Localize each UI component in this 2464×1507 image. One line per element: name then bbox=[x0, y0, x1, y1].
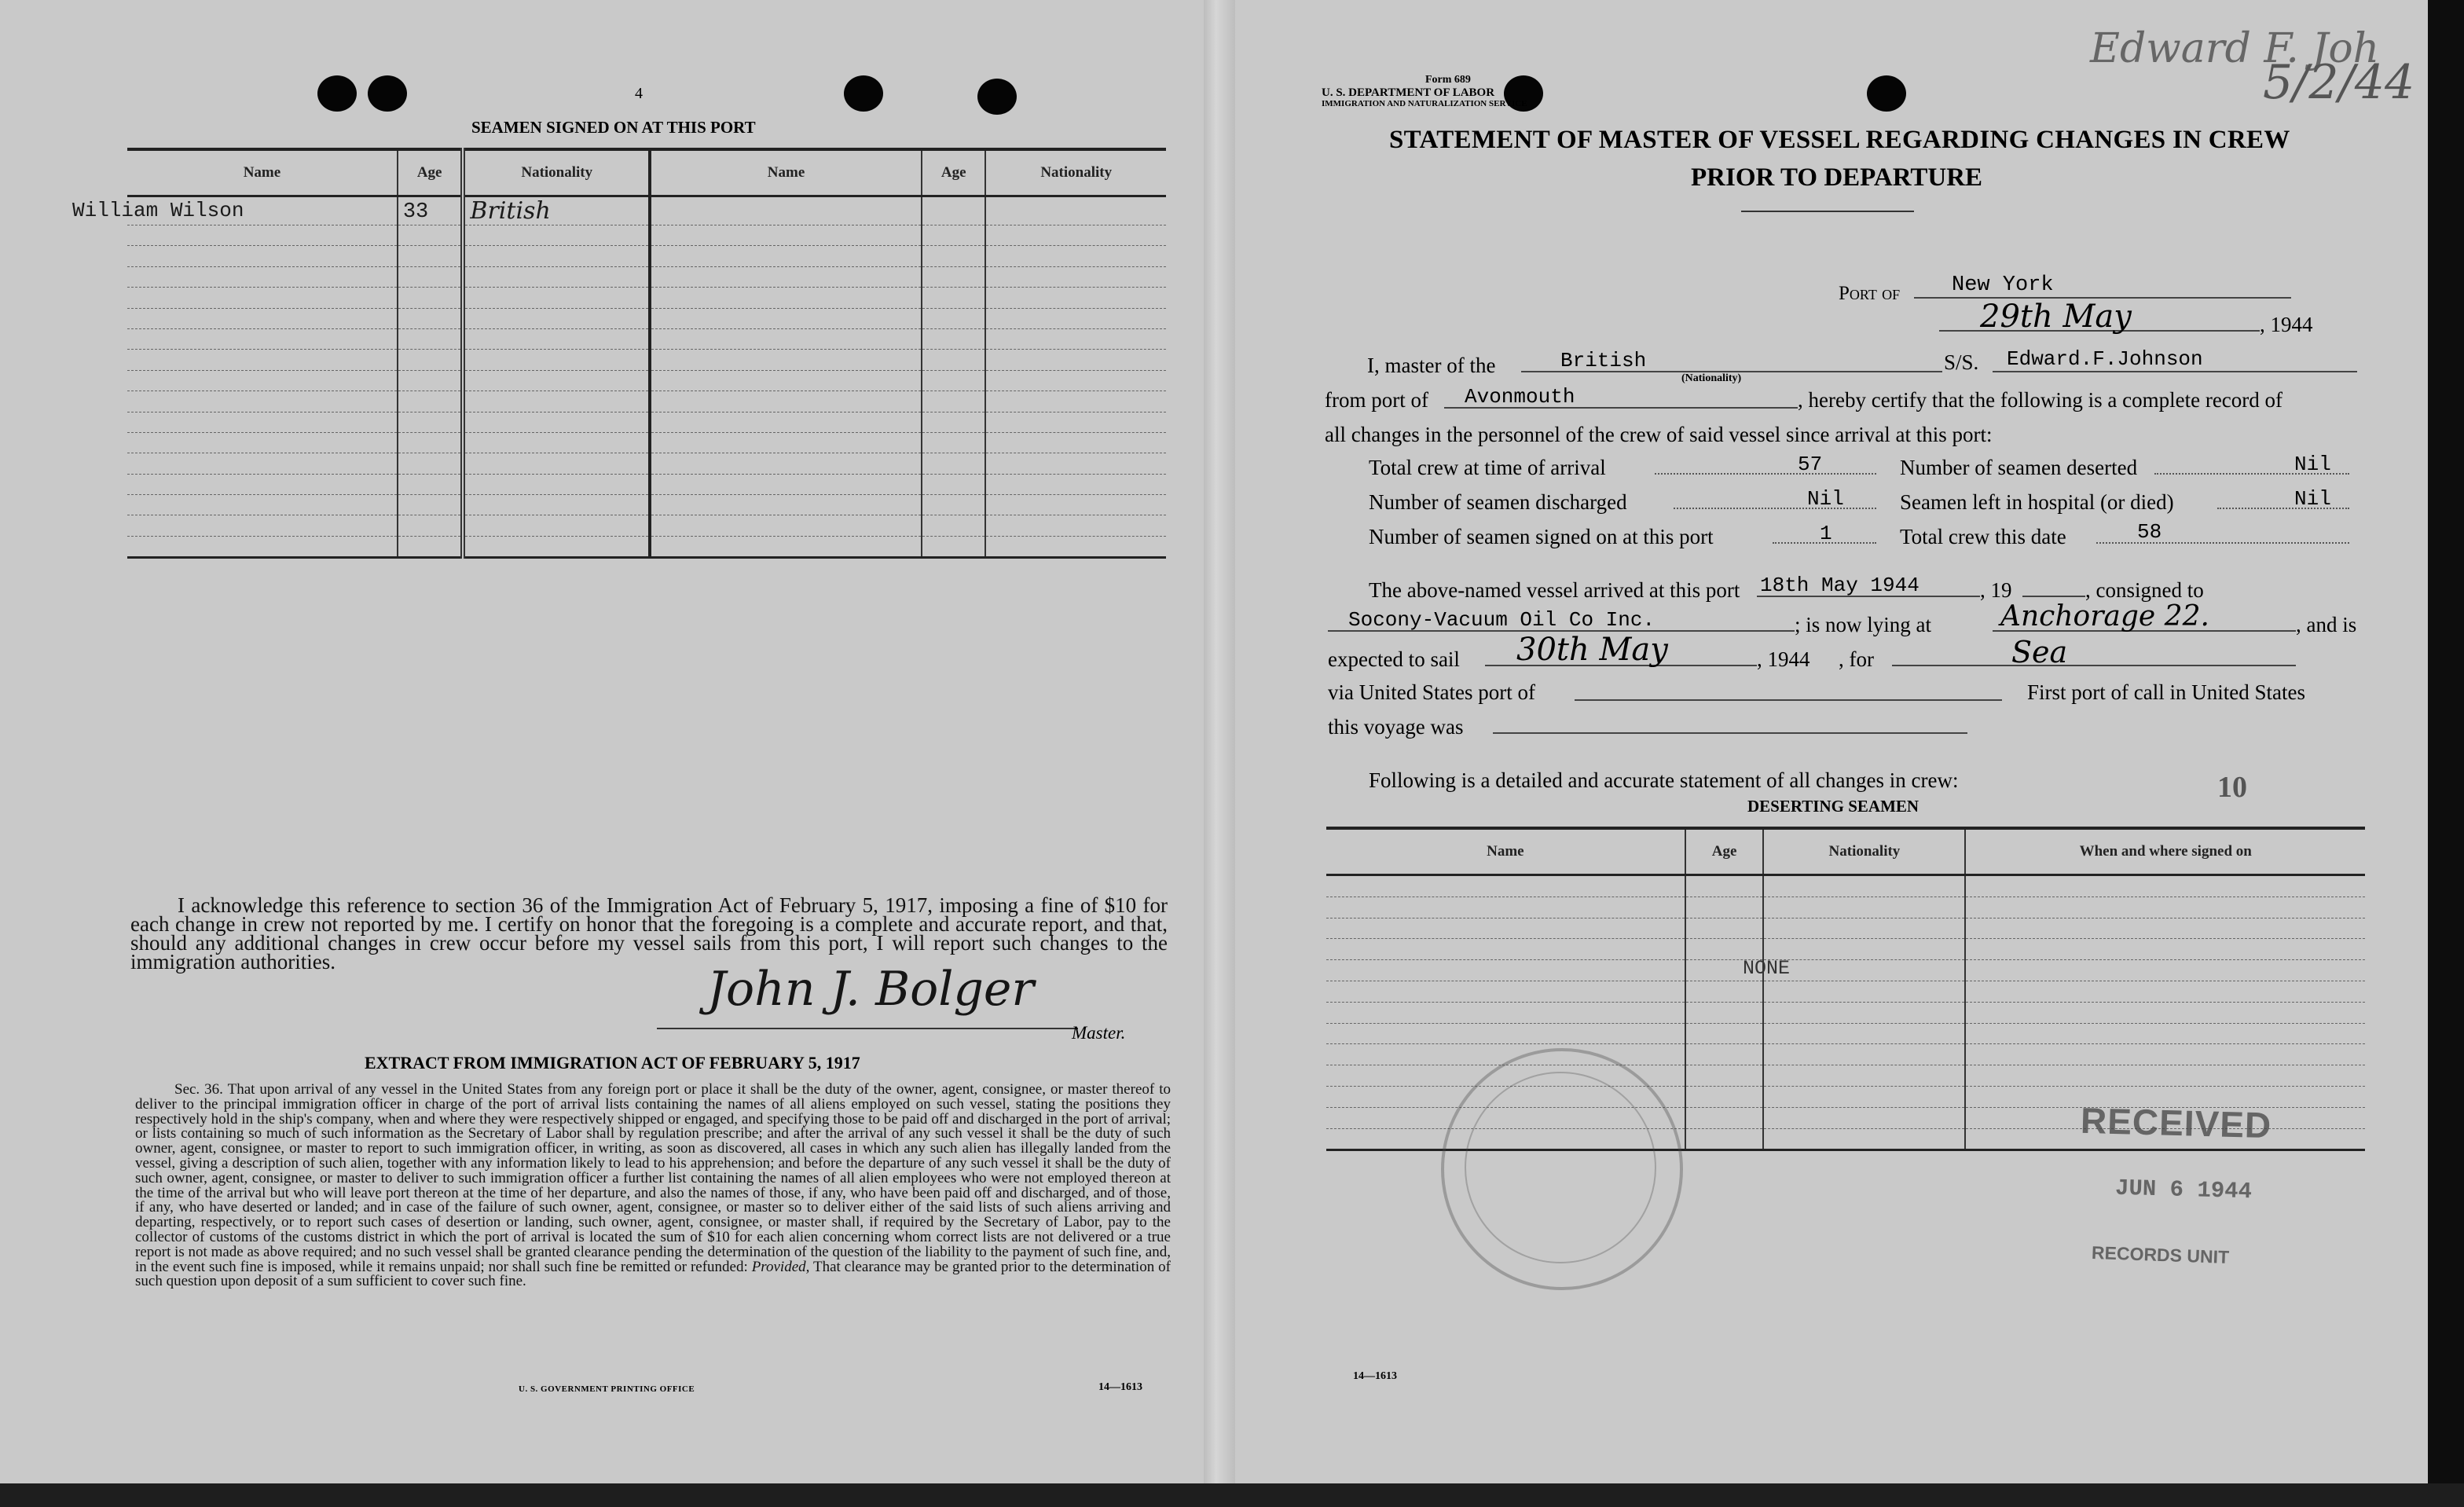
table-row bbox=[127, 412, 1166, 432]
punch-hole bbox=[977, 79, 1017, 115]
from-port-value: Avonmouth bbox=[1465, 385, 1575, 409]
table-row bbox=[127, 266, 1166, 287]
service: IMMIGRATION AND NATURALIZATION SERVICE bbox=[1322, 99, 1527, 108]
stat-value-arrival: 57 bbox=[1798, 453, 1823, 476]
table-row bbox=[127, 308, 1166, 328]
table-row bbox=[1326, 1044, 2365, 1065]
table-row bbox=[1326, 981, 2365, 1002]
punch-hole bbox=[1867, 75, 1906, 112]
table-row bbox=[127, 226, 1166, 246]
port-value: New York bbox=[1952, 273, 2054, 297]
stat-value-signed-on: 1 bbox=[1820, 522, 1832, 545]
table-row bbox=[1326, 918, 2365, 939]
first-port-label: First port of call in United States bbox=[2027, 680, 2305, 704]
dot-leader bbox=[2096, 542, 2349, 544]
faded-seal bbox=[1441, 1048, 1683, 1290]
seamen-signed-on-table bbox=[72, 148, 1166, 559]
none-text: NONE bbox=[1743, 957, 1791, 980]
scan-edge-bottom bbox=[0, 1483, 2464, 1507]
lying-label: ; is now lying at bbox=[1795, 613, 1931, 636]
printing-office: U. S. GOVERNMENT PRINTING OFFICE bbox=[519, 1384, 695, 1394]
left-table-body bbox=[72, 196, 1166, 558]
sail-year: , 1944 bbox=[1757, 647, 1810, 671]
deserting-title: DESERTING SEAMEN bbox=[1747, 797, 1920, 816]
form-title-line1: STATEMENT OF MASTER OF VESSEL REGARDING CHANGES IN CREW bbox=[1389, 126, 2290, 154]
form-number: Form 689 bbox=[1425, 74, 1471, 86]
punch-hole bbox=[844, 75, 883, 112]
stat-label-discharged: Number of seamen discharged bbox=[1369, 490, 1627, 514]
sail-value: 30th May bbox=[1516, 632, 1668, 668]
handwritten-corner-number: 5/2/44 bbox=[2263, 55, 2415, 110]
stat-value-deserted: Nil bbox=[2294, 453, 2331, 476]
col-nationality: Nationality bbox=[1763, 828, 1965, 875]
table-row bbox=[1326, 960, 2365, 981]
table-row bbox=[1326, 939, 2365, 960]
extract-tail: That clearance may be granted prior to the determination of such question upon deposit of a sum sufficient to cover such fine. bbox=[135, 1258, 1171, 1290]
table-row bbox=[127, 536, 1166, 557]
col-nationality: Nationality bbox=[463, 149, 650, 196]
table-row bbox=[1326, 1002, 2365, 1023]
all-changes-text: all changes in the personnel of the crew of said vessel since arrival at this port: bbox=[1325, 423, 1993, 446]
left-title: SEAMEN SIGNED ON AT THIS PORT bbox=[471, 118, 756, 137]
signature-line bbox=[657, 1028, 1078, 1029]
punch-hole bbox=[317, 75, 357, 112]
stat-label-deserted: Number of seamen deserted bbox=[1900, 456, 2138, 479]
arrived-year: , 19 bbox=[1980, 578, 2012, 602]
extract-title: EXTRACT FROM IMMIGRATION ACT OF FEBRUARY 5, 1917 bbox=[365, 1053, 860, 1072]
stat-value-hospital: Nil bbox=[2294, 487, 2331, 511]
signature-label: Master. bbox=[1072, 1023, 1126, 1043]
via-label: via United States port of bbox=[1328, 680, 1535, 704]
stat-label-signed-on: Number of seamen signed on at this port bbox=[1369, 525, 1714, 548]
consigned-label: , consigned to bbox=[2085, 578, 2204, 602]
table-row bbox=[1326, 896, 2365, 918]
ss-label: S/S. bbox=[1944, 350, 1979, 374]
and-is-text: , and is bbox=[2296, 613, 2357, 636]
left-form-code: 14—1613 bbox=[1098, 1381, 1142, 1393]
col-name: Name bbox=[1326, 828, 1685, 875]
form-title-line2: PRIOR TO DEPARTURE bbox=[1691, 163, 1983, 192]
for-value: Sea bbox=[2011, 635, 2068, 669]
page-fold bbox=[1204, 0, 1235, 1507]
title-rule bbox=[1741, 211, 1914, 212]
received-stamp: RECEIVED bbox=[2080, 1099, 2272, 1146]
department: U. S. DEPARTMENT OF LABOR bbox=[1322, 86, 1495, 99]
table-row bbox=[1326, 1023, 2365, 1044]
for-line bbox=[1892, 665, 2296, 666]
consignee-value: Socony-Vacuum Oil Co Inc. bbox=[1348, 608, 1656, 632]
dot-leader bbox=[1655, 473, 1876, 475]
acknowledgement-text: I acknowledge this reference to section 36 of the Immigration Act of February 5, 1917, imposing a fine of $10 for each change in crew not reported by me. I certify on honor that the foregoing is a complete and accurate report, and that, should any additional changes in crew occur before my vessel sails from this port, I will report such changes to the immigration authorities. bbox=[130, 893, 1168, 974]
voyage-line bbox=[1493, 732, 1967, 734]
page-number: 4 bbox=[635, 85, 643, 102]
table-row bbox=[127, 288, 1166, 308]
right-form-code: 14—1613 bbox=[1353, 1370, 1397, 1382]
extract-lead: Sec. 36. bbox=[174, 1081, 223, 1098]
date-year: , 1944 bbox=[2260, 313, 2313, 336]
punch-hole bbox=[368, 75, 407, 112]
col-name-2: Name bbox=[650, 149, 922, 196]
table-row bbox=[127, 246, 1166, 266]
seaman-nationality: British bbox=[470, 197, 551, 225]
col-age: Age bbox=[1685, 828, 1764, 875]
stat-value-discharged: Nil bbox=[1807, 487, 1844, 511]
master-signature: John J. Bolger bbox=[707, 962, 1035, 1017]
for-label: , for bbox=[1839, 647, 1874, 671]
arrived-year-line bbox=[2022, 596, 2085, 597]
lying-value: Anchorage 22. bbox=[2000, 600, 2209, 632]
table-row bbox=[127, 495, 1166, 515]
extract-provided: Provided, bbox=[751, 1258, 810, 1275]
master-nationality: British bbox=[1560, 349, 1647, 372]
table-row bbox=[127, 370, 1166, 390]
stat-value-total: 58 bbox=[2137, 520, 2162, 544]
master-label: I, master of the bbox=[1367, 354, 1496, 377]
table-row bbox=[127, 391, 1166, 412]
via-line bbox=[1575, 699, 2002, 701]
table-row bbox=[127, 453, 1166, 474]
col-name: Name bbox=[127, 149, 398, 196]
seaman-age: 33 bbox=[402, 200, 429, 224]
table-row bbox=[127, 474, 1166, 494]
table-row bbox=[127, 196, 1166, 226]
date-value: 29th May bbox=[1980, 299, 2132, 335]
expected-label: expected to sail bbox=[1328, 647, 1460, 671]
nationality-caption: (Nationality) bbox=[1681, 372, 1742, 384]
table-row bbox=[127, 515, 1166, 536]
page-count: 10 bbox=[2217, 771, 2247, 804]
stat-label-arrival: Total crew at time of arrival bbox=[1369, 456, 1606, 479]
table-row bbox=[127, 350, 1166, 370]
received-date: JUN 6 1944 bbox=[2114, 1175, 2253, 1205]
extract-text bbox=[135, 1083, 1171, 1289]
col-nationality-2: Nationality bbox=[985, 149, 1166, 196]
table-row bbox=[1326, 875, 2365, 897]
arrived-label: The above-named vessel arrived at this port bbox=[1369, 578, 1740, 602]
records-unit-stamp: RECORDS UNIT bbox=[2091, 1241, 2230, 1268]
seaman-name: William Wilson bbox=[72, 199, 244, 222]
table-row bbox=[127, 432, 1166, 453]
stat-label-hospital: Seamen left in hospital (or died) bbox=[1900, 490, 2174, 514]
from-port-label: from port of bbox=[1325, 388, 1428, 412]
col-age: Age bbox=[398, 149, 464, 196]
handwritten-corner: Edward F. Joh bbox=[2090, 25, 2380, 72]
following-text: Following is a detailed and accurate statement of all changes in crew: bbox=[1369, 768, 1959, 792]
col-when-where: When and where signed on bbox=[1965, 828, 2365, 875]
vessel-name: Edward.F.Johnson bbox=[2007, 347, 2203, 371]
stat-label-total: Total crew this date bbox=[1900, 525, 2066, 548]
certify-text: , hereby certify that the following is a complete record of bbox=[1798, 388, 2283, 412]
port-label: Port of bbox=[1839, 283, 1901, 304]
table-row bbox=[127, 328, 1166, 349]
vessel-line bbox=[1993, 371, 2357, 372]
scan-edge-right bbox=[2428, 0, 2464, 1507]
col-age-2: Age bbox=[922, 149, 985, 196]
dot-leader bbox=[1674, 508, 1876, 509]
voyage-label: this voyage was bbox=[1328, 715, 1464, 739]
extract-body: That upon arrival of any vessel in the United States from any foreign port or place it shall be the duty of the owner, agent, consignee, or master thereof to deliver to the principal immigration officer in charge of the port of arrival lists containing the names of all aliens employed on such vessel, stating the positions they respectively hold in the ship's company, when and where they were respectively shipped or engaged, and specifying those to be paid off and discharged in the port of arrival; or lists containing so much of such information as the Secretary of Labor shall by regulation prescribe; and after the arrival of any such vessel it shall be the duty of such owner, agent, consignee, or master to report to such immigration officer, in writing, as soon as discovered, all cases in which any such alien has illegally landed from the vessel, giving a description of such alien, together with any information likely to lead to his apprehension; and before the departure of any such vessel it shall be the duty of such owner, agent, consignee, or master to deliver to such immigration officer a further list containing the names of all alien employees who were not employed thereon at the time of the arrival but who will leave port thereon at the time of her departure, and also the names of those, if any, who have been paid off and discharged, and of those, if any, who have deserted or landed; and in case of the failure of such owner, agent, consignee, or master so to deliver either of the said lists of such aliens arriving and departing, respectively, or to report such cases of desertion or landing, such owner, agent, consignee, or master shall, if required by the Secretary of Labor, pay to the collector of customs of the customs district in which the port of arrival is located the sum of $10 for each alien concerning whom correct lists are not delivered or a true report is not made as above required; and no such vessel shall be granted clearance pending the determination of the question of the liability to the payment of such fine, and, in the event such fine is imposed, while it remains unpaid; nor shall such fine be remitted or refunded: bbox=[135, 1081, 1171, 1275]
arrived-value: 18th May 1944 bbox=[1760, 574, 1920, 597]
